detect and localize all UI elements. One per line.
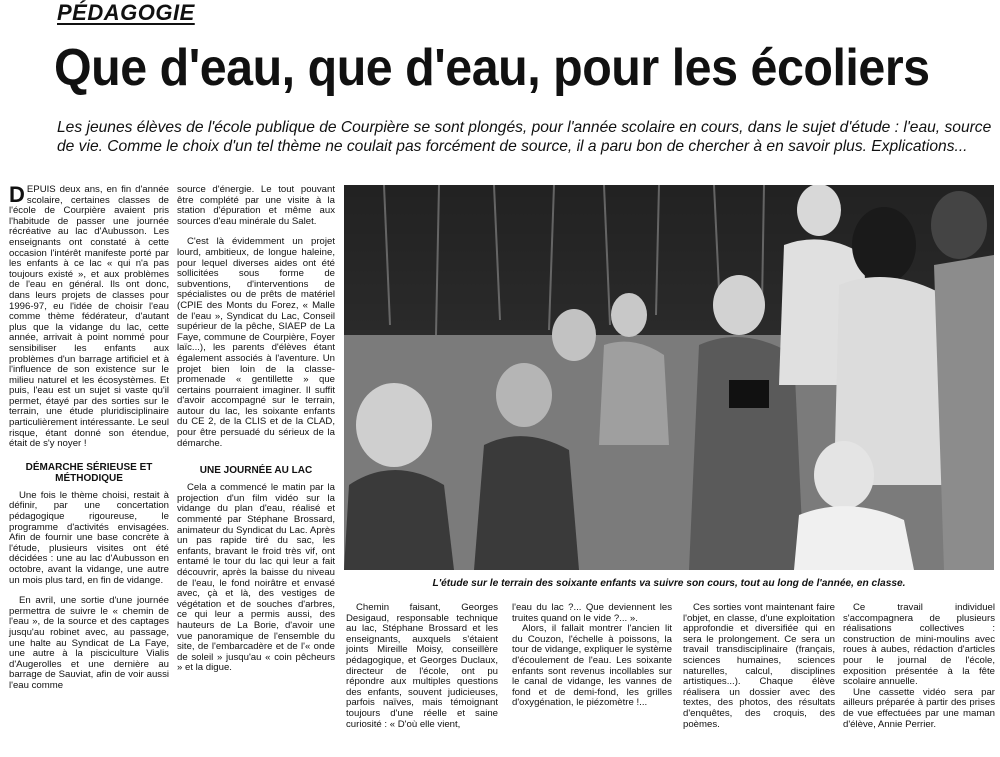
section-rubric: PÉDAGOGIE [57, 0, 195, 25]
article-column-5 [683, 603, 835, 730]
photo-caption: L'étude sur le terrain des soixante enfants va suivre son cours, tout au long de l'année, en classe. [432, 578, 906, 589]
column-6-paragraph-1: Ce travail individuel s'accompagnera de plusieurs réalisations collectives : construction de mini-moulins avec roues à aubes, rédaction d'articles pour le journal de l'école, exposition présentée à la fête scolaire annuelle. [843, 602, 995, 688]
column-3-paragraph-1: Chemin faisant, Georges Desigaud, responsable technique au lac, Stéphane Brossard et les enseignants, auxquels s'étaient joints Mireille Moisy, conseillère pédagogique, et Georges Duclaux, directeur de l'école, ont pu répondre aux multiples questions des enfants, souvent judicieuses, parfois naïves, mais témoignant toujours d'une réelle et saine curiosité : « D'où elle vient, [346, 602, 498, 730]
subhead-journee: UNE JOURNÉE AU LAC [199, 465, 313, 477]
subhead-demarche: DÉMARCHE SÉRIEUSE ET MÉTHODIQUE [25, 461, 153, 484]
article-lead: Les jeunes élèves de l'école publique de Courpière se sont plongés, pour l'année scolaire en cours, dans le sujet d'étude : l'eau, source de vie. Comme le choix d'un tel thème ne coulait pas forcément de source, il a paru bon de chercher à en savoir plus. Explications... [57, 119, 992, 155]
column-2-paragraph-3: Cela a commencé le matin par la projection d'un film vidéo sur la vidange du plan d'eau, réalisé et commenté par Stéphane Brossard, animateur du Syndicat du Lac. Après un pas rapide tiré du sac, les enfants, bravant le froid très vif, ont entamé le tour du lac qui leur a fait découvrir, après la baisse du niveau de l'eau, le fond noirâtre et envasé avec, çà et là, des vestiges de végétation et de souches d'arbres, ce qui leur a permis aussi, des hauteurs de La Borie, d'avoir une vue panoramique de l'ensemble du site, de l'embarcadère et de l'« onde de soleil » jusqu'au « coin pêcheurs » et la digue. [177, 482, 335, 674]
article-column-3 [346, 603, 498, 730]
column-1-paragraph-2: Une fois le thème choisi, restait à définir, par une concertation pédagogique rigoureuse, le programme d'activités envisagées. Afin de fournir une base concrète à l'étude, plusieurs visites ont été décidées : une au lac d'Aubusson en octobre, avant la vidange, une autre un mois plus tard, en fin de vidange. [9, 489, 169, 586]
article-photo [344, 185, 994, 570]
photo-illustration [344, 185, 994, 570]
column-5-paragraph-1: Ces sorties vont maintenant faire l'objet, en classe, d'une exploitation approfondie et diversifiée qui en sera le prolongement. Ce sera un travail transdisciplinaire (français, sciences humaines, sciences naturelles, calcul, disciplines artistiques...). Chaque élève réalisera un dossier avec des textes, des photos, des résultats d'enquêtes, des croquis, des poèmes. [683, 602, 835, 730]
column-2-paragraph-2: C'est là évidemment un projet lourd, ambitieux, de longue haleine, pour lequel diverses aides ont été sollicitées sous forme de subventions, d'interventions de spécialistes ou de prêts de matériel (CPIE des Monts du Forez, « Malle de l'eau », Syndicat du Lac, Conseil supérieur de la pêche, SIAEP de La Faye, commune de Courpière, Foyer laïc...), les parents d'élèves étant également associés à l'aventure. Un projet bien loin de la classe-promenade « gentillette » que certains pourraient imaginer. Il suffit d'avoir accompagné sur le terrain, autour du lac, les soixante enfants du CE 2, de la CLIS et de la CLAD, pour être persuadé du sérieux de la démarche. [177, 236, 335, 449]
article-column-1 [9, 182, 169, 692]
column-6-paragraph-2: Une cassette vidéo sera par ailleurs préparée à partir des prises de vue effectuées par une maman d'élève, Annie Perrier. [843, 686, 995, 730]
column-4-paragraph-2: Alors, il fallait montrer l'ancien lit du Couzon, l'échelle à poissons, la tour de vidange, expliquer le système d'écoulement de l'eau. Les soixante enfants sont revenus incollables sur le canal de vidange, les vannes de fond et de demi-fond, les grilles d'oxygénation, le piézomètre !... [512, 623, 672, 709]
column-1-paragraph-3: En avril, une sortie d'une journée permettra de suivre le « chemin de l'eau », de la source et des captages jusqu'au robinet avec, au passage, une halte au Syndicat de La Faye, une autre à la pisciculture Vialis d'Augerolles et une dernière au barrage de Sauviat, afin de voir aussi l'eau comme [9, 595, 169, 691]
article-column-6 [843, 603, 995, 730]
column-1-paragraph-1: DEPUIS deux ans, en fin d'année scolaire, certaines classes de l'école de Courpière avaient pris l'habitude de passer une journée récréative au lac d'Aubusson. Les enseignants ont constaté à cette occasion l'intérêt manifeste porté par les enfants à ce lac « qui n'a pas toujours existé », et aux problèmes de l'eau en général. Ils ont donc, dans leurs projets de classes pour 1996-97, eu l'idée de choisir l'eau comme thème fédérateur, d'autant plus que la vidange du lac, cette année, arrivait à point nommé pour sensibiliser les enfants aux problèmes d'un barrage artificiel et à l'influence de son existence sur le milieu naturel et les écosystèmes. Et puis, l'eau est un sujet si vaste qu'il permet, étayé par des sorties sur le terrain, une étude pluridisciplinaire particulièrement intéressante. Le seul risque, étant donné son étendue, était de s'y noyer ! [9, 182, 169, 450]
article-column-4 [512, 603, 672, 709]
column-4-paragraph-1: l'eau du lac ?... Que deviennent les truites quand on le vide ?... ». [512, 602, 672, 624]
article-column-2 [177, 185, 335, 674]
article-headline: Que d'eau, que d'eau, pour les écoliers [54, 39, 930, 97]
drop-cap: D [9, 182, 25, 207]
column-2-paragraph-1: source d'énergie. Le tout pouvant être complété par une visite à la station d'épuration et même aux sources d'eau minérale du Salet. [177, 184, 335, 227]
